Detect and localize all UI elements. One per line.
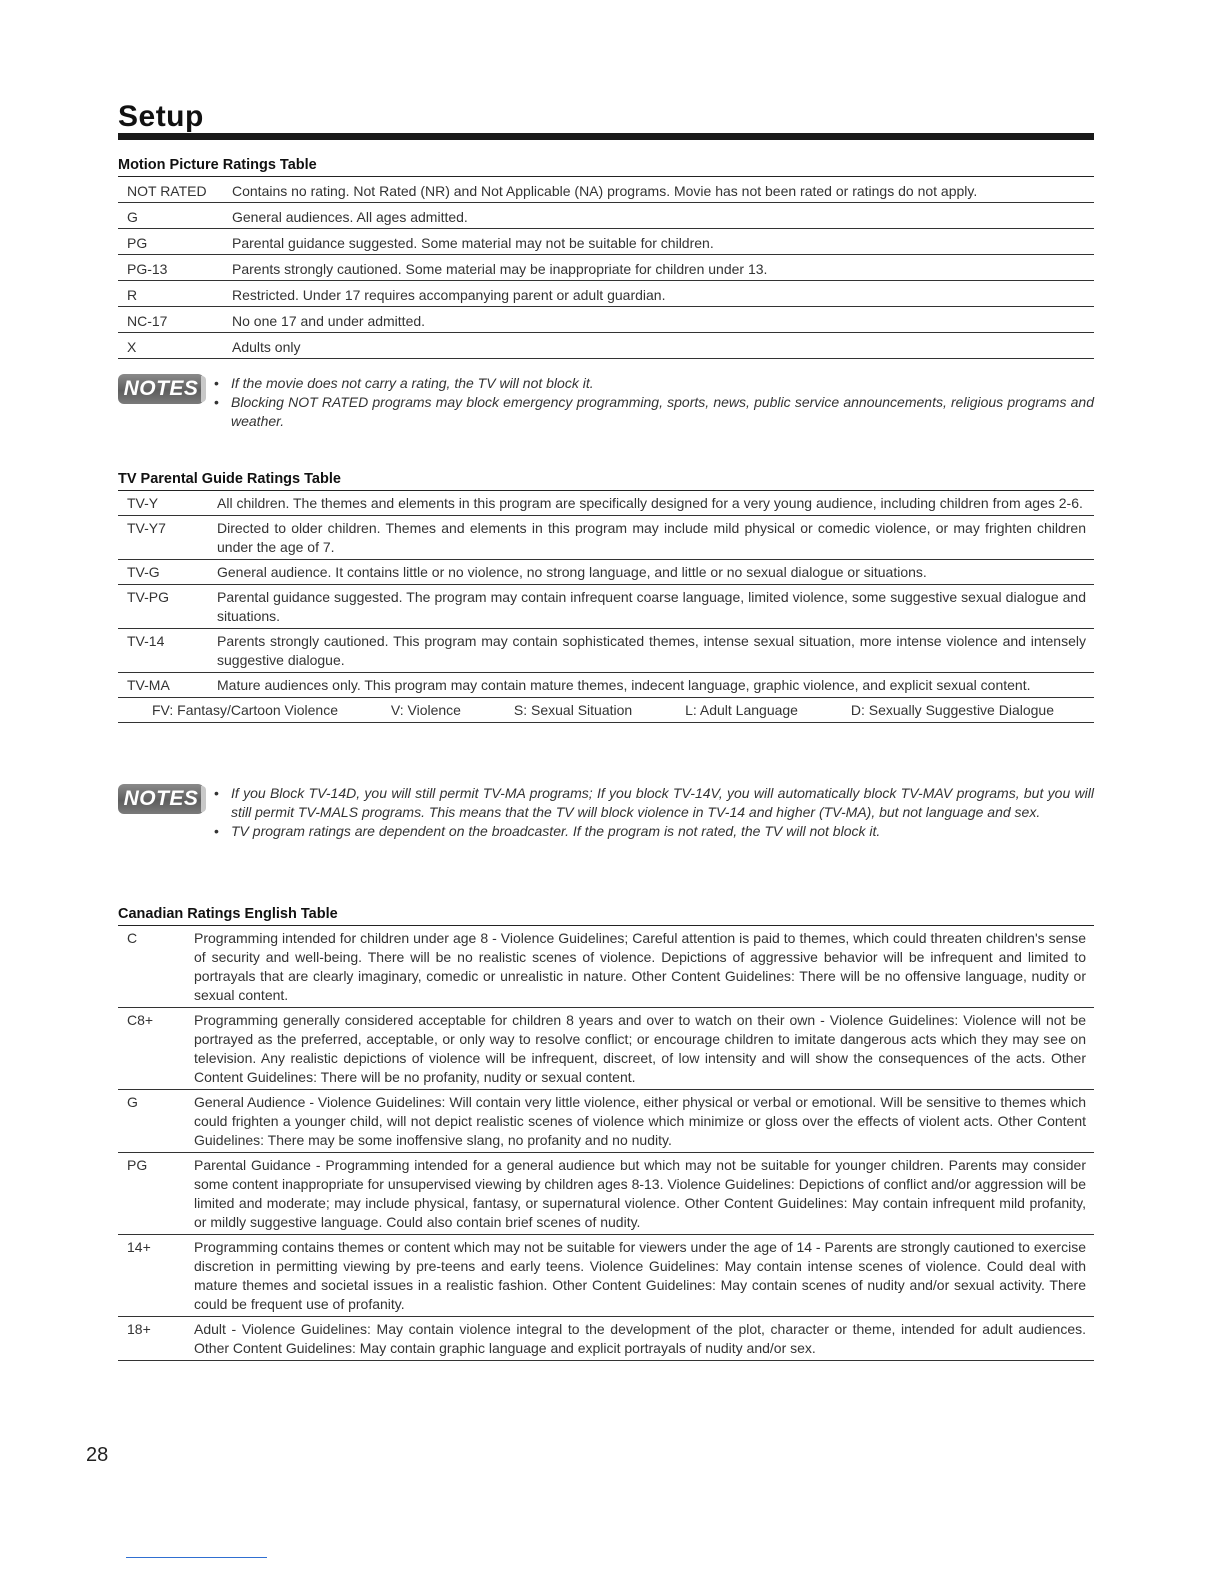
table-row <box>118 629 1094 673</box>
table-row <box>118 307 1094 333</box>
rating-description: No one 17 and under admitted. <box>232 313 426 329</box>
rating-code: TV-MA <box>127 677 170 693</box>
legend-item: D: Sexually Suggestive Dialogue <box>850 702 1054 718</box>
note-item: • If the movie does not carry a rating, the TV will not block it. <box>214 374 1094 393</box>
rating-code: G <box>127 1094 138 1110</box>
title-rule <box>118 133 1094 140</box>
notes-badge: NOTES <box>118 784 204 814</box>
rating-description: General Audience - Violence Guidelines: Will contain very little violence, either physical or verbal or emotional. Will be sensitive to themes which could frighten a younger child, will not depict realistic scenes of violence which minimize or gloss over the effects of violent acts. Other Content Guidelines: There may be some inoffensive slang, no profanity and no nudity. <box>194 1094 1086 1148</box>
table-row <box>118 585 1094 629</box>
notes-badge: NOTES <box>118 374 204 404</box>
rating-description: Parents strongly cautioned. This program may contain sophisticated themes, intense sexual situation, more intense violence and intensely suggestive dialogue. <box>217 633 1086 668</box>
rating-description: Programming contains themes or content which may not be suitable for viewers under the age of 14 - Parents are strongly cautioned to exercise discretion in permitting viewing by pre-teens and early teens. Violence Guidelines: May contain intense scenes of violence. Could deal with mature themes and societal issues in a realistic fashion. Other Content Guidelines: May contain scenes of nudity and/or sexual activity. There could be frequent use of profanity. <box>194 1239 1086 1312</box>
table-row <box>118 281 1094 307</box>
rating-description: All children. The themes and elements in this program are specifically designed for a very young audience, including children from ages 2-6. <box>217 495 1083 511</box>
rating-description: Adult - Violence Guidelines: May contain violence integral to the development of the plot, character or theme, intended for adult audiences. Other Content Guidelines: May contain graphic language and explicit portrayals of nudity and/or sex. <box>194 1321 1086 1356</box>
section-title: TV Parental Guide Ratings Table <box>118 470 1094 491</box>
table-row <box>118 255 1094 281</box>
note-item: • TV program ratings are dependent on the broadcaster. If the program is not rated, the TV will not block it. <box>214 822 1094 841</box>
rating-code: G <box>127 209 138 225</box>
table-row <box>118 229 1094 255</box>
legend-item: FV: Fantasy/Cartoon Violence <box>152 702 338 718</box>
table-row <box>118 491 1094 516</box>
rating-code: TV-G <box>127 564 160 580</box>
canadian-ratings-english-table <box>118 905 1094 1361</box>
rating-description: Parental guidance suggested. Some material may not be suitable for children. <box>232 235 714 251</box>
table-row <box>118 1317 1094 1361</box>
legend-item: L: Adult Language <box>685 702 798 718</box>
note-item: • Blocking NOT RATED programs may block emergency programming, sports, news, public service announcements, religious programs and weather. <box>214 393 1094 431</box>
rating-description: General audiences. All ages admitted. <box>232 209 468 225</box>
rating-code: 14+ <box>127 1239 151 1255</box>
rating-code: R <box>127 287 138 303</box>
rating-code: PG <box>127 1157 148 1173</box>
motion-picture-ratings-table <box>118 156 1094 359</box>
rating-code: TV-Y <box>127 495 159 511</box>
page-number: 28 <box>86 1444 109 1466</box>
notes-block <box>118 374 1094 431</box>
rating-description: Parental Guidance - Programming intended for a general audience but which may not be suitable for younger children. Parents may consider some content inappropriate for unsupervised viewing by children ages 8-13. Violence Guidelines: Depictions of conflict and/or aggression will be limited and moderate; may include physical, fantasy, or supernatural violence. Other Content Guidelines: May contain infrequent mild profanity, or mildly suggestive language. Could also contain brief scenes of nudity. <box>194 1157 1086 1230</box>
rating-code: X <box>127 339 137 355</box>
rating-legend <box>118 698 1094 723</box>
rating-code: C8+ <box>127 1012 154 1028</box>
table-row <box>118 177 1094 203</box>
rating-code: NOT RATED <box>127 183 207 199</box>
table-row <box>118 333 1094 359</box>
rating-code: 18+ <box>127 1321 151 1337</box>
rating-description: General audience. It contains little or no violence, no strong language, and little or no sexual dialogue or situations. <box>217 564 927 580</box>
tv-parental-guide-ratings-table <box>118 470 1094 723</box>
notes-block <box>118 784 1094 841</box>
table-row <box>118 203 1094 229</box>
table-row <box>118 516 1094 560</box>
table-row <box>118 560 1094 585</box>
note-item: • If you Block TV-14D, you will still permit TV-MA programs; If you block TV-14V, you will automatically block TV-MAV programs, but you will still permit TV-MALS programs. This means that the TV will block violence in TV-14 and higher (TV-MA), but not language and sex. <box>214 784 1094 822</box>
rating-code: TV-14 <box>127 633 165 649</box>
table-row <box>118 1090 1094 1153</box>
rating-code: NC-17 <box>127 313 168 329</box>
rating-description: Adults only <box>232 339 301 355</box>
footer-rule <box>126 1557 267 1558</box>
rating-code: PG-13 <box>127 261 168 277</box>
rating-description: Restricted. Under 17 requires accompanying parent or adult guardian. <box>232 287 666 303</box>
rating-description: Directed to older children. Themes and elements in this program may include mild physical or comedic violence, or may frighten children under the age of 7. <box>217 520 1086 555</box>
legend-item: V: Violence <box>390 702 461 718</box>
table-row <box>118 1235 1094 1317</box>
rating-code: C <box>127 930 138 946</box>
table-row <box>118 1153 1094 1235</box>
rating-code: TV-Y7 <box>127 520 166 536</box>
rating-code: PG <box>127 235 148 251</box>
table-row <box>118 673 1094 698</box>
rating-description: Programming intended for children under age 8 - Violence Guidelines; Careful attention is paid to themes, which could threaten children's sense of security and well-being. There will be no realistic scenes of violence. Depictions of aggressive behavior will be infrequent and limited to portrayals that are clearly imaginary, comedic or unrealistic in nature. Other Content Guidelines: There will be no offensive language, nudity or sexual content. <box>194 930 1086 1003</box>
section-title: Motion Picture Ratings Table <box>118 156 1094 177</box>
page-title: Setup <box>118 100 204 133</box>
rating-description: Mature audiences only. This program may contain mature themes, indecent language, graphic violence, and explicit sexual content. <box>217 677 1031 693</box>
rating-description: Parental guidance suggested. The program may contain infrequent coarse language, limited violence, some suggestive sexual dialogue and situations. <box>217 589 1086 624</box>
rating-description: Contains no rating. Not Rated (NR) and Not Applicable (NA) programs. Movie has not been rated or ratings do not apply. <box>232 183 978 199</box>
notes-list <box>118 374 1094 431</box>
rating-code: TV-PG <box>127 589 170 605</box>
legend-item: S: Sexual Situation <box>513 702 633 718</box>
table-row <box>118 1008 1094 1090</box>
section-title: Canadian Ratings English Table <box>118 905 1094 926</box>
notes-list <box>118 784 1094 841</box>
rating-description: Programming generally considered acceptable for children 8 years and over to watch on their own - Violence Guidelines: Violence will not be portrayed as the preferred, acceptable, or only way to resolve conflict; or encourage children to imitate dangerous acts which they may see on television. Any realistic depictions of violence will be infrequent, discreet, of low intensity and will show the consequences of the acts. Other Content Guidelines: There will be no profanity, nudity or sexual content. <box>194 1012 1086 1085</box>
table-row <box>118 926 1094 1008</box>
rating-description: Parents strongly cautioned. Some material may be inappropriate for children under 13. <box>232 261 768 277</box>
